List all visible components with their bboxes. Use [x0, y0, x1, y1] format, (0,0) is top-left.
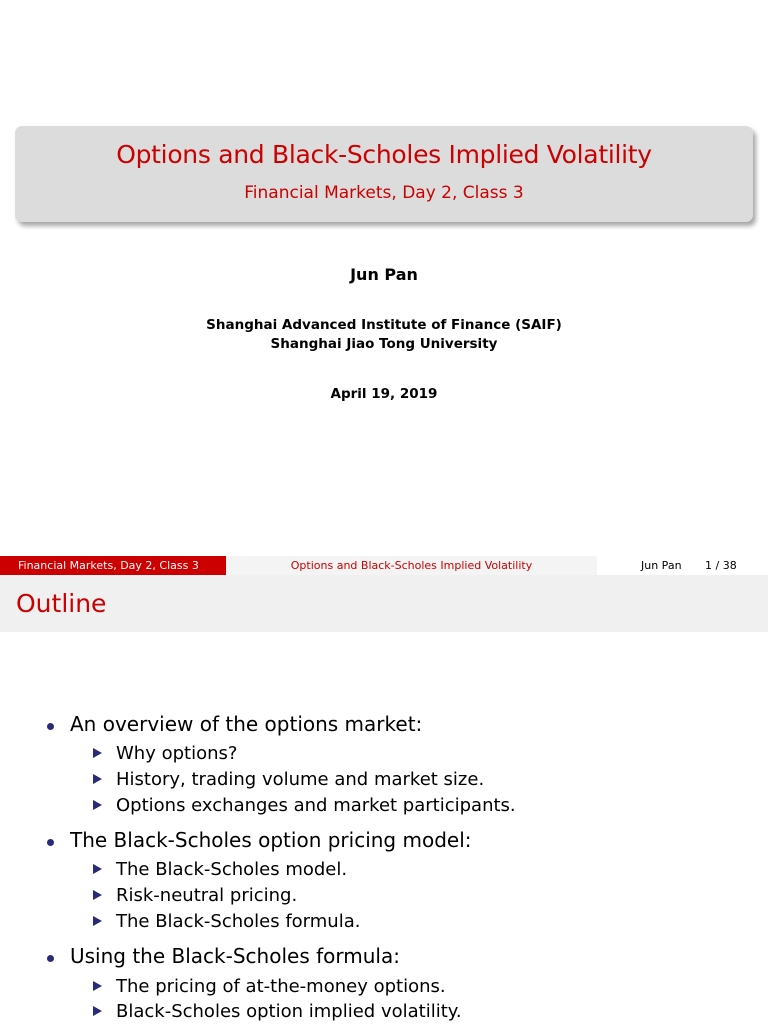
bullet-icon [47, 839, 54, 846]
institution [0, 316, 768, 354]
list-item: Using the Black-Scholes formula: [70, 944, 400, 968]
bullet-icon [47, 955, 54, 962]
sub-list-item: Risk-neutral pricing. [116, 885, 298, 906]
slide-subtitle: Financial Markets, Day 2, Class 3 [244, 183, 524, 203]
sub-list-item: The Black-Scholes model. [116, 859, 348, 880]
institution-line-2: Shanghai Jiao Tong University [270, 336, 498, 352]
triangle-bullet-icon [93, 864, 102, 874]
bullet-icon [47, 723, 54, 730]
frame-title: Outline [16, 589, 107, 618]
triangle-bullet-icon [93, 981, 102, 991]
sub-list-item: History, trading volume and market size. [116, 769, 485, 790]
footer-author: Jun Pan [641, 559, 682, 572]
author-name: Jun Pan [350, 265, 418, 284]
footer-short-title: Options and Black-Scholes Implied Volatility [226, 556, 597, 575]
triangle-bullet-icon [93, 774, 102, 784]
sub-list-item: Black-Scholes option implied volatility. [116, 1001, 462, 1022]
list-item: The Black-Scholes option pricing model: [70, 828, 472, 852]
title-box [15, 126, 753, 222]
presentation-date: April 19, 2019 [330, 386, 438, 402]
frame-title-bar [0, 575, 768, 632]
slide-title: Options and Black-Scholes Implied Volatility [116, 140, 652, 169]
footer-right [597, 556, 768, 575]
triangle-bullet-icon [93, 1006, 102, 1016]
list-item: An overview of the options market: [70, 712, 423, 736]
sub-list-item: Options exchanges and market participants. [116, 795, 516, 816]
triangle-bullet-icon [93, 800, 102, 810]
page-number: 1 / 38 [705, 559, 737, 572]
triangle-bullet-icon [93, 916, 102, 926]
triangle-bullet-icon [93, 748, 102, 758]
triangle-bullet-icon [93, 890, 102, 900]
sub-list-item: The pricing of at-the-money options. [116, 976, 446, 997]
sub-list-item: Why options? [116, 743, 238, 764]
institution-line-1: Shanghai Advanced Institute of Finance (SAIF) [206, 317, 562, 333]
outline-list [0, 632, 768, 1024]
slide-footer [0, 556, 768, 575]
sub-list-item: The Black-Scholes formula. [116, 911, 361, 932]
footer-short-subtitle: Financial Markets, Day 2, Class 3 [0, 556, 226, 575]
